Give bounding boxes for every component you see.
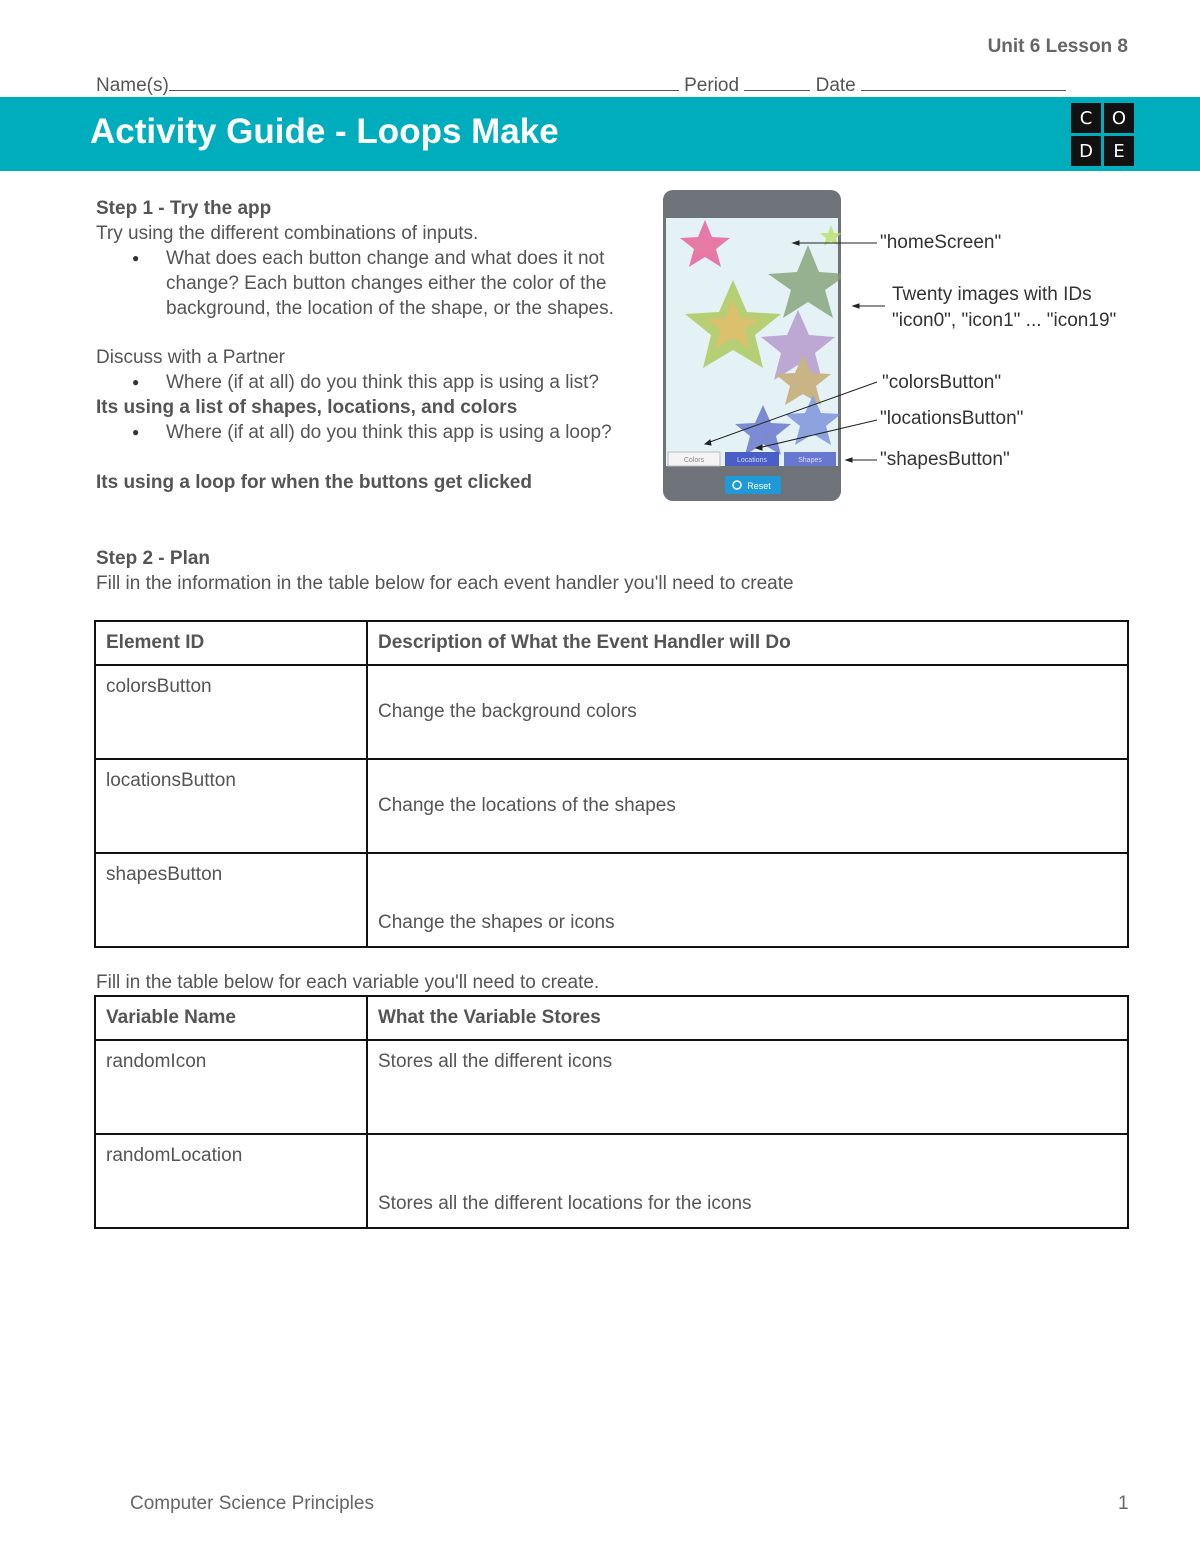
table-row [95,665,1128,759]
code-logo [1071,103,1135,167]
date-label: Date [815,75,856,96]
description-cell[interactable]: Change the shapes or icons [367,853,1128,947]
variable-stores-cell[interactable]: Stores all the different locations for the icons [367,1134,1128,1228]
table-row [95,853,1128,947]
arrow-locations [758,420,877,448]
logo-letter: D [1071,136,1101,166]
variable-name-cell[interactable]: randomLocation [95,1134,367,1228]
variable-stores-cell[interactable]: Stores all the different icons [367,1040,1128,1134]
element-id-cell[interactable]: shapesButton [95,853,367,947]
callout-colors-button: "colorsButton" [882,372,1002,393]
page-title: Activity Guide - Loops Make [90,112,559,151]
arrow-head [853,304,859,308]
answer-loop: Its using a loop for when the buttons get clicked [96,472,532,493]
callout-images [892,282,1116,334]
step1-section [96,196,636,495]
name-blank[interactable] [169,72,679,91]
step2-heading: Step 2 - Plan [96,548,211,569]
header-element-id: Element ID [95,621,367,665]
description-cell[interactable]: Change the background colors [367,665,1128,759]
date-blank[interactable] [861,72,1066,91]
element-id-cell[interactable]: locationsButton [95,759,367,853]
locations-button-label: Locations [737,457,767,464]
step2-section [96,546,794,596]
arrow-head [756,445,762,450]
arrow-colors [707,382,877,443]
event-handler-table [94,620,1129,948]
header-variable-stores: What the Variable Stores [367,996,1128,1040]
callout-images-line1: Twenty images with IDs [892,284,1092,305]
table-row [95,1134,1128,1228]
reset-button-label: Reset [747,481,771,491]
variable-table [94,995,1129,1229]
header-description: Description of What the Event Handler will Do [367,621,1128,665]
step1-bullet-3: ● Where (if at all) do you think this app is using a loop? [96,420,636,445]
description-cell[interactable]: Change the locations of the shapes [367,759,1128,853]
logo-letter: E [1104,136,1134,166]
step2-intro2: Fill in the table below for each variable you'll need to create. [96,972,600,993]
logo-letter: O [1104,103,1134,133]
name-period-date-line [96,72,1066,97]
period-blank[interactable] [744,72,810,91]
page-number: 1 [1118,1493,1129,1514]
header-variable-name: Variable Name [95,996,367,1040]
step2-intro: Fill in the information in the table below for each event handler you'll need to create [96,573,794,594]
step1-heading: Step 1 - Try the app [96,198,272,219]
unit-lesson-label: Unit 6 Lesson 8 [987,36,1128,57]
arrow-head [705,440,711,445]
variable-name-cell[interactable]: randomIcon [95,1040,367,1134]
discuss-label: Discuss with a Partner [96,347,286,368]
callout-home-screen: "homeScreen" [880,232,1002,253]
table-row [95,1040,1128,1134]
answer-list: Its using a list of shapes, locations, and colors [96,397,518,418]
footer-course: Computer Science Principles [130,1493,374,1514]
step1-intro: Try using the different combinations of inputs. [96,223,479,244]
shapes-button-label: Shapes [798,457,822,464]
colors-button-label: Colors [683,457,705,464]
callout-images-line2: "icon0", "icon1" ... "icon19" [892,310,1117,331]
callout-arrows [690,230,900,480]
callout-locations-button: "locationsButton" [880,408,1024,429]
table-header-row [95,996,1128,1040]
logo-letter: C [1071,103,1101,133]
step1-bullet-1: ● What does each button change and what does it not change? Each button changes either the color of the background, the location of the shape, or the shapes. [96,246,636,321]
callout-shapes-button: "shapesButton" [880,449,1010,470]
period-label: Period [684,75,740,96]
arrow-head [793,241,799,245]
element-id-cell[interactable]: colorsButton [95,665,367,759]
table-header-row [95,621,1128,665]
arrow-head [846,458,852,462]
step1-bullet-2: ● Where (if at all) do you think this app is using a list? [96,370,636,395]
name-label: Name(s) [96,75,169,96]
table-row [95,759,1128,853]
